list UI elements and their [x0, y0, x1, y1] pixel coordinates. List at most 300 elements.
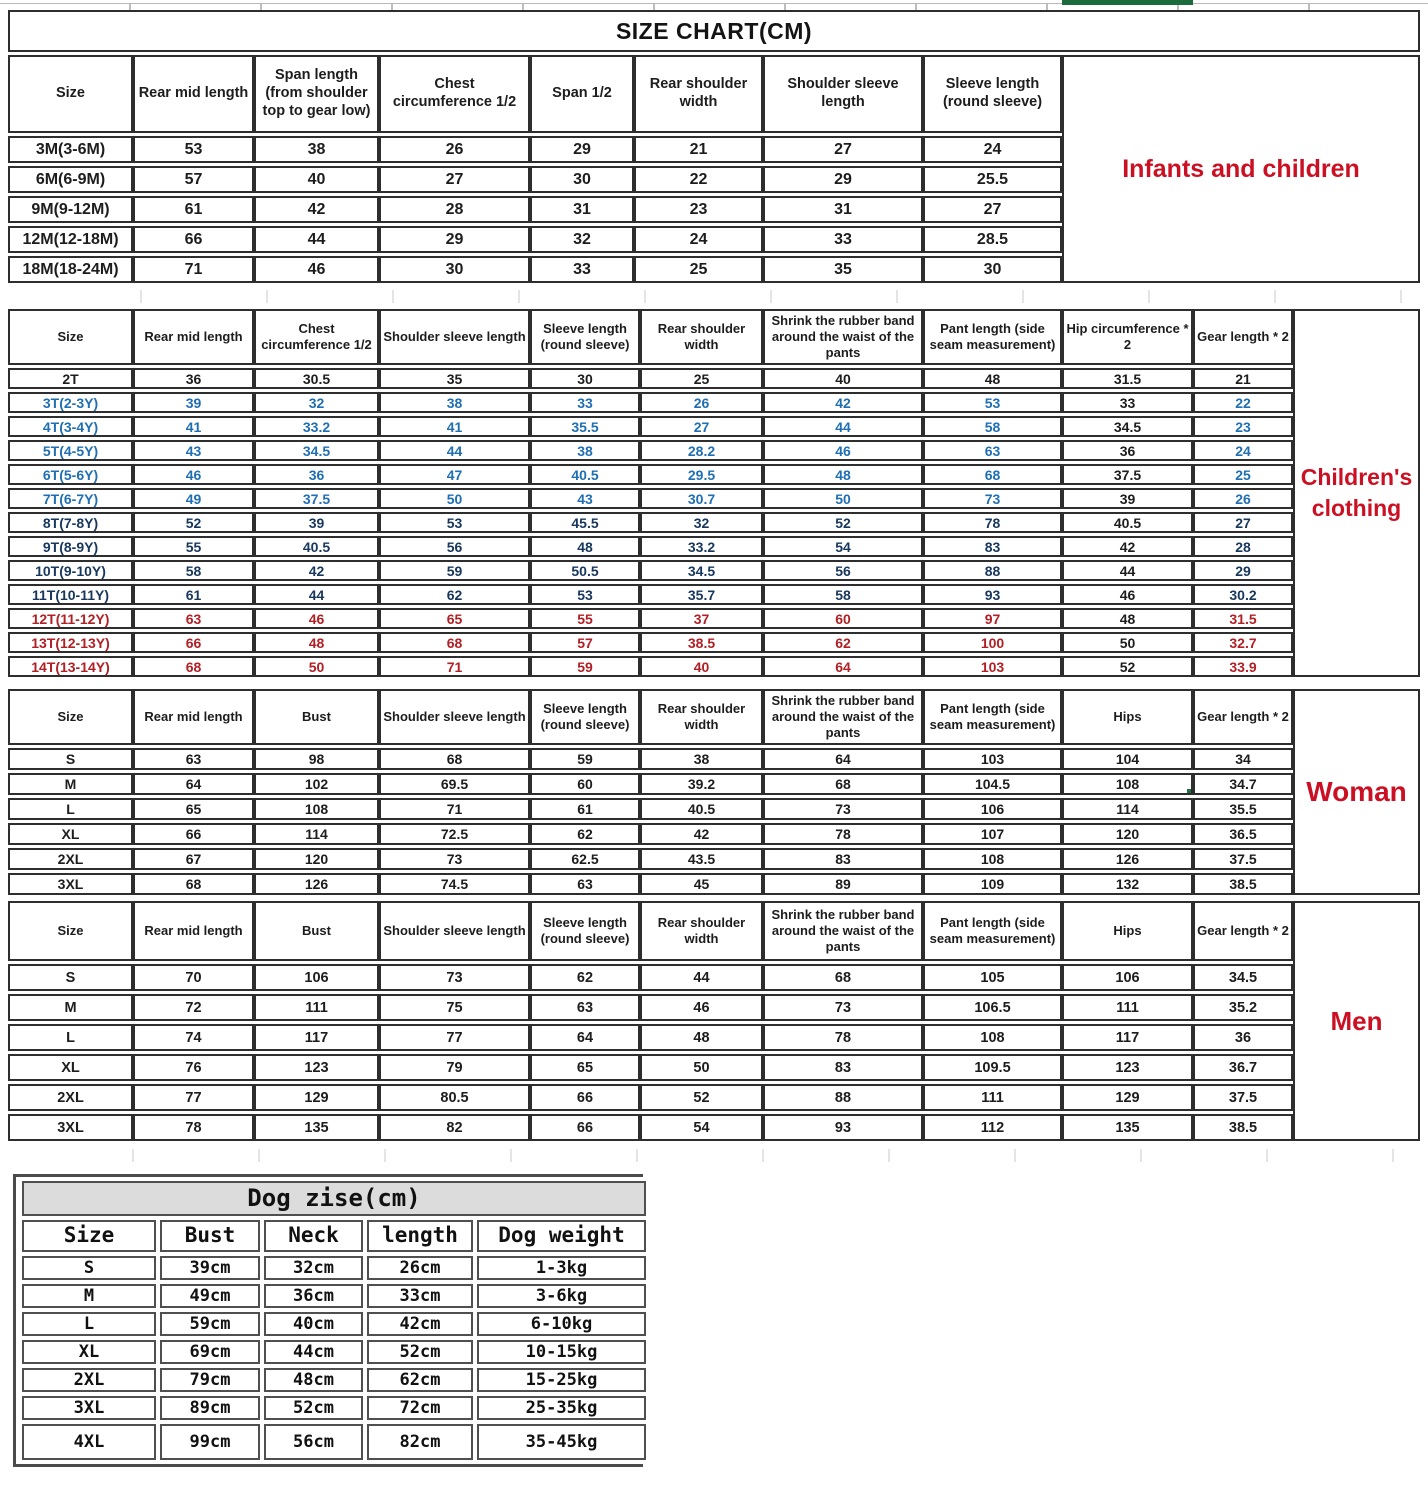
table-row [22, 1340, 646, 1364]
value-cell: 57 [530, 632, 640, 653]
value-cell: 108 [923, 1024, 1062, 1051]
value-cell: 79cm [160, 1368, 260, 1392]
table-row [8, 873, 1293, 895]
column-header: Bust [254, 901, 379, 961]
value-cell: 48 [254, 632, 379, 653]
value-cell: 23 [1193, 416, 1293, 437]
value-cell: 29 [530, 136, 634, 163]
value-cell: 33 [530, 256, 634, 283]
table-row [8, 440, 1293, 461]
value-cell: 25 [640, 368, 763, 389]
value-cell: 27 [923, 196, 1062, 223]
size-cell: M [22, 1284, 156, 1308]
size-cell: 14T(13-14Y) [8, 656, 133, 677]
size-cell: 12M(12-18M) [8, 226, 133, 253]
value-cell: 37 [640, 608, 763, 629]
table-row [8, 656, 1293, 677]
table-row [8, 512, 1293, 533]
value-cell: 24 [923, 136, 1062, 163]
value-cell: 103 [923, 748, 1062, 770]
value-cell: 120 [254, 848, 379, 870]
woman-label: Woman [1293, 689, 1420, 895]
column-header: Span 1/2 [530, 55, 634, 133]
value-cell: 135 [1062, 1114, 1193, 1141]
value-cell: 64 [133, 773, 254, 795]
value-cell: 53 [923, 392, 1062, 413]
value-cell: 42 [763, 392, 923, 413]
value-cell: 29 [1193, 560, 1293, 581]
value-cell: 36 [254, 464, 379, 485]
infants-label: Infants and children [1062, 55, 1420, 283]
value-cell: 30.7 [640, 488, 763, 509]
value-cell: 82 [379, 1114, 530, 1141]
value-cell: 3-6kg [477, 1284, 646, 1308]
value-cell: 83 [923, 536, 1062, 557]
value-cell: 50 [1062, 632, 1193, 653]
table-row [8, 748, 1293, 770]
value-cell: 106.5 [923, 994, 1062, 1021]
value-cell: 46 [1062, 584, 1193, 605]
table-row [8, 1084, 1293, 1111]
value-cell: 29 [763, 166, 923, 193]
value-cell: 74.5 [379, 873, 530, 895]
value-cell: 63 [530, 873, 640, 895]
value-cell: 44 [1062, 560, 1193, 581]
size-cell: L [8, 798, 133, 820]
value-cell: 68 [763, 773, 923, 795]
children-label: Children's clothing [1293, 309, 1420, 677]
value-cell: 88 [763, 1084, 923, 1111]
value-cell: 50 [254, 656, 379, 677]
value-cell: 65 [379, 608, 530, 629]
table-row [8, 488, 1293, 509]
table-row [8, 964, 1293, 991]
value-cell: 52cm [264, 1396, 363, 1420]
value-cell: 38 [640, 748, 763, 770]
value-cell: 56cm [264, 1424, 363, 1460]
value-cell: 77 [133, 1084, 254, 1111]
selection-artifact [1062, 0, 1193, 5]
column-header: Rear shoulder width [640, 901, 763, 961]
value-cell: 35.7 [640, 584, 763, 605]
value-cell: 66 [133, 632, 254, 653]
value-cell: 43.5 [640, 848, 763, 870]
value-cell: 47 [379, 464, 530, 485]
value-cell: 62 [379, 584, 530, 605]
dog-size-table [18, 1177, 650, 1464]
value-cell: 58 [923, 416, 1062, 437]
value-cell: 111 [923, 1084, 1062, 1111]
value-cell: 57 [133, 166, 254, 193]
table-row [22, 1424, 646, 1460]
value-cell: 40 [254, 166, 379, 193]
value-cell: 34 [1193, 748, 1293, 770]
size-cell: 2T [8, 368, 133, 389]
column-header: Rear mid length [133, 309, 254, 365]
size-cell: 2XL [8, 848, 133, 870]
table-row [8, 256, 1062, 283]
value-cell: 72cm [367, 1396, 473, 1420]
value-cell: 22 [634, 166, 763, 193]
value-cell: 38.5 [1193, 1114, 1293, 1141]
value-cell: 108 [254, 798, 379, 820]
value-cell: 48 [763, 464, 923, 485]
table-row [8, 1024, 1293, 1051]
value-cell: 56 [379, 536, 530, 557]
value-cell: 49 [133, 488, 254, 509]
value-cell: 28.5 [923, 226, 1062, 253]
value-cell: 114 [1062, 798, 1193, 820]
value-cell: 37.5 [1193, 1084, 1293, 1111]
value-cell: 38 [254, 136, 379, 163]
size-cell: 3M(3-6M) [8, 136, 133, 163]
value-cell: 59 [379, 560, 530, 581]
value-cell: 135 [254, 1114, 379, 1141]
value-cell: 71 [133, 256, 254, 283]
column-header: Bust [160, 1220, 260, 1252]
value-cell: 93 [763, 1114, 923, 1141]
value-cell: 106 [254, 964, 379, 991]
value-cell: 32cm [264, 1256, 363, 1280]
table-row [8, 136, 1062, 163]
column-header: Pant length (side seam measurement) [923, 309, 1062, 365]
value-cell: 26cm [367, 1256, 473, 1280]
value-cell: 35 [763, 256, 923, 283]
value-cell: 44 [640, 964, 763, 991]
value-cell: 41 [379, 416, 530, 437]
value-cell: 44 [254, 584, 379, 605]
value-cell: 40.5 [1062, 512, 1193, 533]
value-cell: 79 [379, 1054, 530, 1081]
size-cell: M [8, 773, 133, 795]
page-title: SIZE CHART(CM) [8, 10, 1420, 52]
value-cell: 64 [763, 656, 923, 677]
value-cell: 97 [923, 608, 1062, 629]
value-cell: 105 [923, 964, 1062, 991]
value-cell: 46 [640, 994, 763, 1021]
value-cell: 62 [763, 632, 923, 653]
value-cell: 42 [640, 823, 763, 845]
value-cell: 103 [923, 656, 1062, 677]
value-cell: 52 [133, 512, 254, 533]
value-cell: 114 [254, 823, 379, 845]
value-cell: 37.5 [1193, 848, 1293, 870]
size-cell: 3XL [22, 1396, 156, 1420]
column-header: Rear shoulder width [640, 309, 763, 365]
value-cell: 63 [923, 440, 1062, 461]
table-row [22, 1284, 646, 1308]
size-cell: 2XL [8, 1084, 133, 1111]
value-cell: 27 [763, 136, 923, 163]
column-header: Dog weight [477, 1220, 646, 1252]
value-cell: 21 [1193, 368, 1293, 389]
value-cell: 33.2 [254, 416, 379, 437]
value-cell: 29 [379, 226, 530, 253]
value-cell: 30 [379, 256, 530, 283]
size-cell: 3T(2-3Y) [8, 392, 133, 413]
size-cell: 8T(7-8Y) [8, 512, 133, 533]
size-cell: 3XL [8, 1114, 133, 1141]
infants-section [8, 52, 1420, 286]
value-cell: 33 [763, 226, 923, 253]
size-cell: 6M(6-9M) [8, 166, 133, 193]
value-cell: 44cm [264, 1340, 363, 1364]
size-cell: 9T(8-9Y) [8, 536, 133, 557]
table-row [8, 632, 1293, 653]
column-header: Shoulder sleeve length [763, 55, 923, 133]
column-header: Gear length * 2 [1193, 689, 1293, 745]
value-cell: 29.5 [640, 464, 763, 485]
value-cell: 48 [640, 1024, 763, 1051]
value-cell: 48 [1062, 608, 1193, 629]
value-cell: 39cm [160, 1256, 260, 1280]
column-header: Sleeve length (round sleeve) [530, 901, 640, 961]
value-cell: 52 [763, 512, 923, 533]
value-cell: 54 [640, 1114, 763, 1141]
value-cell: 78 [923, 512, 1062, 533]
value-cell: 35.5 [1193, 798, 1293, 820]
column-header: Pant length (side seam measurement) [923, 689, 1062, 745]
table-row [8, 1114, 1293, 1141]
column-header: Pant length (side seam measurement) [923, 901, 1062, 961]
value-cell: 28 [379, 196, 530, 223]
value-cell: 61 [530, 798, 640, 820]
value-cell: 104 [1062, 748, 1193, 770]
value-cell: 35-45kg [477, 1424, 646, 1460]
column-header: Size [8, 55, 133, 133]
value-cell: 34.5 [254, 440, 379, 461]
value-cell: 34.7 [1193, 773, 1293, 795]
value-cell: 38 [530, 440, 640, 461]
value-cell: 36 [133, 368, 254, 389]
size-cell: 6T(5-6Y) [8, 464, 133, 485]
table-row [8, 560, 1293, 581]
table-row [22, 1312, 646, 1336]
value-cell: 129 [254, 1084, 379, 1111]
selected-cell: 108 [1062, 773, 1193, 795]
value-cell: 68 [133, 656, 254, 677]
value-cell: 53 [530, 584, 640, 605]
value-cell: 24 [634, 226, 763, 253]
size-cell: 18M(18-24M) [8, 256, 133, 283]
value-cell: 45.5 [530, 512, 640, 533]
column-header: Hips [1062, 901, 1193, 961]
value-cell: 109.5 [923, 1054, 1062, 1081]
value-cell: 126 [254, 873, 379, 895]
table-row [22, 1256, 646, 1280]
table-row [8, 994, 1293, 1021]
column-header: Size [8, 901, 133, 961]
value-cell: 21 [634, 136, 763, 163]
value-cell: 32 [640, 512, 763, 533]
value-cell: 82cm [367, 1424, 473, 1460]
column-header: Span length (from shoulder top to gear low) [254, 55, 379, 133]
value-cell: 69cm [160, 1340, 260, 1364]
column-header: Hip circumference * 2 [1062, 309, 1193, 365]
value-cell: 33.9 [1193, 656, 1293, 677]
value-cell: 59 [530, 656, 640, 677]
value-cell: 72.5 [379, 823, 530, 845]
column-header: Shrink the rubber band around the waist of the pants [763, 689, 923, 745]
value-cell: 73 [763, 798, 923, 820]
value-cell: 31 [530, 196, 634, 223]
value-cell: 59 [530, 748, 640, 770]
value-cell: 33 [1062, 392, 1193, 413]
size-cell: XL [8, 823, 133, 845]
value-cell: 46 [133, 464, 254, 485]
value-cell: 34.5 [1062, 416, 1193, 437]
value-cell: 53 [133, 136, 254, 163]
value-cell: 53 [379, 512, 530, 533]
value-cell: 34.5 [1193, 964, 1293, 991]
value-cell: 62 [530, 823, 640, 845]
value-cell: 99cm [160, 1424, 260, 1460]
value-cell: 59cm [160, 1312, 260, 1336]
table-row [22, 1396, 646, 1420]
value-cell: 35.2 [1193, 994, 1293, 1021]
value-cell: 63 [133, 608, 254, 629]
value-cell: 50 [763, 488, 923, 509]
woman-size-table [8, 686, 1293, 898]
value-cell: 111 [1062, 994, 1193, 1021]
value-cell: 58 [133, 560, 254, 581]
value-cell: 63 [530, 994, 640, 1021]
column-header: Shoulder sleeve length [379, 309, 530, 365]
spreadsheet-gridline-artifact [0, 3, 1428, 10]
value-cell: 44 [379, 440, 530, 461]
value-cell: 15-25kg [477, 1368, 646, 1392]
value-cell: 62 [530, 964, 640, 991]
value-cell: 25-35kg [477, 1396, 646, 1420]
value-cell: 117 [1062, 1024, 1193, 1051]
value-cell: 77 [379, 1024, 530, 1051]
value-cell: 109 [923, 873, 1062, 895]
value-cell: 55 [530, 608, 640, 629]
value-cell: 66 [133, 823, 254, 845]
value-cell: 35 [379, 368, 530, 389]
value-cell: 83 [763, 848, 923, 870]
value-cell: 89 [763, 873, 923, 895]
men-label: Men [1293, 901, 1420, 1141]
value-cell: 65 [530, 1054, 640, 1081]
value-cell: 50 [640, 1054, 763, 1081]
value-cell: 73 [763, 994, 923, 1021]
table-row [8, 798, 1293, 820]
size-cell: 7T(6-7Y) [8, 488, 133, 509]
value-cell: 28 [1193, 536, 1293, 557]
value-cell: 30 [923, 256, 1062, 283]
value-cell: 75 [379, 994, 530, 1021]
value-cell: 50 [379, 488, 530, 509]
value-cell: 38 [379, 392, 530, 413]
value-cell: 1-3kg [477, 1256, 646, 1280]
column-header: Size [22, 1220, 156, 1252]
size-cell: S [8, 748, 133, 770]
value-cell: 78 [133, 1114, 254, 1141]
value-cell: 25 [634, 256, 763, 283]
size-cell: L [8, 1024, 133, 1051]
value-cell: 26 [379, 136, 530, 163]
value-cell: 68 [379, 748, 530, 770]
size-cell: L [22, 1312, 156, 1336]
value-cell: 50.5 [530, 560, 640, 581]
value-cell: 36cm [264, 1284, 363, 1308]
table-row [8, 166, 1062, 193]
value-cell: 36 [1062, 440, 1193, 461]
table-row [8, 1054, 1293, 1081]
column-header: Shrink the rubber band around the waist of the pants [763, 901, 923, 961]
value-cell: 30.2 [1193, 584, 1293, 605]
size-cell: XL [22, 1340, 156, 1364]
column-header: Size [8, 309, 133, 365]
size-cell: 11T(10-11Y) [8, 584, 133, 605]
value-cell: 68 [763, 964, 923, 991]
value-cell: 61 [133, 196, 254, 223]
value-cell: 68 [379, 632, 530, 653]
infants-size-table [8, 52, 1062, 286]
value-cell: 24 [1193, 440, 1293, 461]
value-cell: 64 [763, 748, 923, 770]
value-cell: 34.5 [640, 560, 763, 581]
value-cell: 32 [254, 392, 379, 413]
value-cell: 74 [133, 1024, 254, 1051]
value-cell: 76 [133, 1054, 254, 1081]
dog-table-title: Dog zise(cm) [22, 1181, 646, 1216]
value-cell: 44 [254, 226, 379, 253]
value-cell: 64 [530, 1024, 640, 1051]
value-cell: 33.2 [640, 536, 763, 557]
value-cell: 89cm [160, 1396, 260, 1420]
value-cell: 78 [763, 823, 923, 845]
value-cell: 123 [1062, 1054, 1193, 1081]
column-header: Chest circumference 1/2 [254, 309, 379, 365]
value-cell: 98 [254, 748, 379, 770]
value-cell: 72 [133, 994, 254, 1021]
value-cell: 60 [530, 773, 640, 795]
value-cell: 65 [133, 798, 254, 820]
value-cell: 40 [763, 368, 923, 389]
value-cell: 62cm [367, 1368, 473, 1392]
size-cell: S [8, 964, 133, 991]
value-cell: 73 [923, 488, 1062, 509]
value-cell: 40 [640, 656, 763, 677]
column-header: Rear shoulder width [634, 55, 763, 133]
table-row [22, 1368, 646, 1392]
column-header: Sleeve length (round sleeve) [530, 689, 640, 745]
value-cell: 39.2 [640, 773, 763, 795]
value-cell: 27 [1193, 512, 1293, 533]
column-header: Rear mid length [133, 689, 254, 745]
value-cell: 111 [254, 994, 379, 1021]
value-cell: 70 [133, 964, 254, 991]
value-cell: 25.5 [923, 166, 1062, 193]
value-cell: 26 [640, 392, 763, 413]
value-cell: 40cm [264, 1312, 363, 1336]
column-header: Hips [1062, 689, 1193, 745]
value-cell: 67 [133, 848, 254, 870]
size-cell: 10T(9-10Y) [8, 560, 133, 581]
size-cell: 12T(11-12Y) [8, 608, 133, 629]
value-cell: 88 [923, 560, 1062, 581]
value-cell: 43 [133, 440, 254, 461]
table-row [8, 368, 1293, 389]
column-header: Rear shoulder width [640, 689, 763, 745]
value-cell: 25 [1193, 464, 1293, 485]
value-cell: 40.5 [254, 536, 379, 557]
value-cell: 31.5 [1193, 608, 1293, 629]
value-cell: 52cm [367, 1340, 473, 1364]
value-cell: 36.7 [1193, 1054, 1293, 1081]
